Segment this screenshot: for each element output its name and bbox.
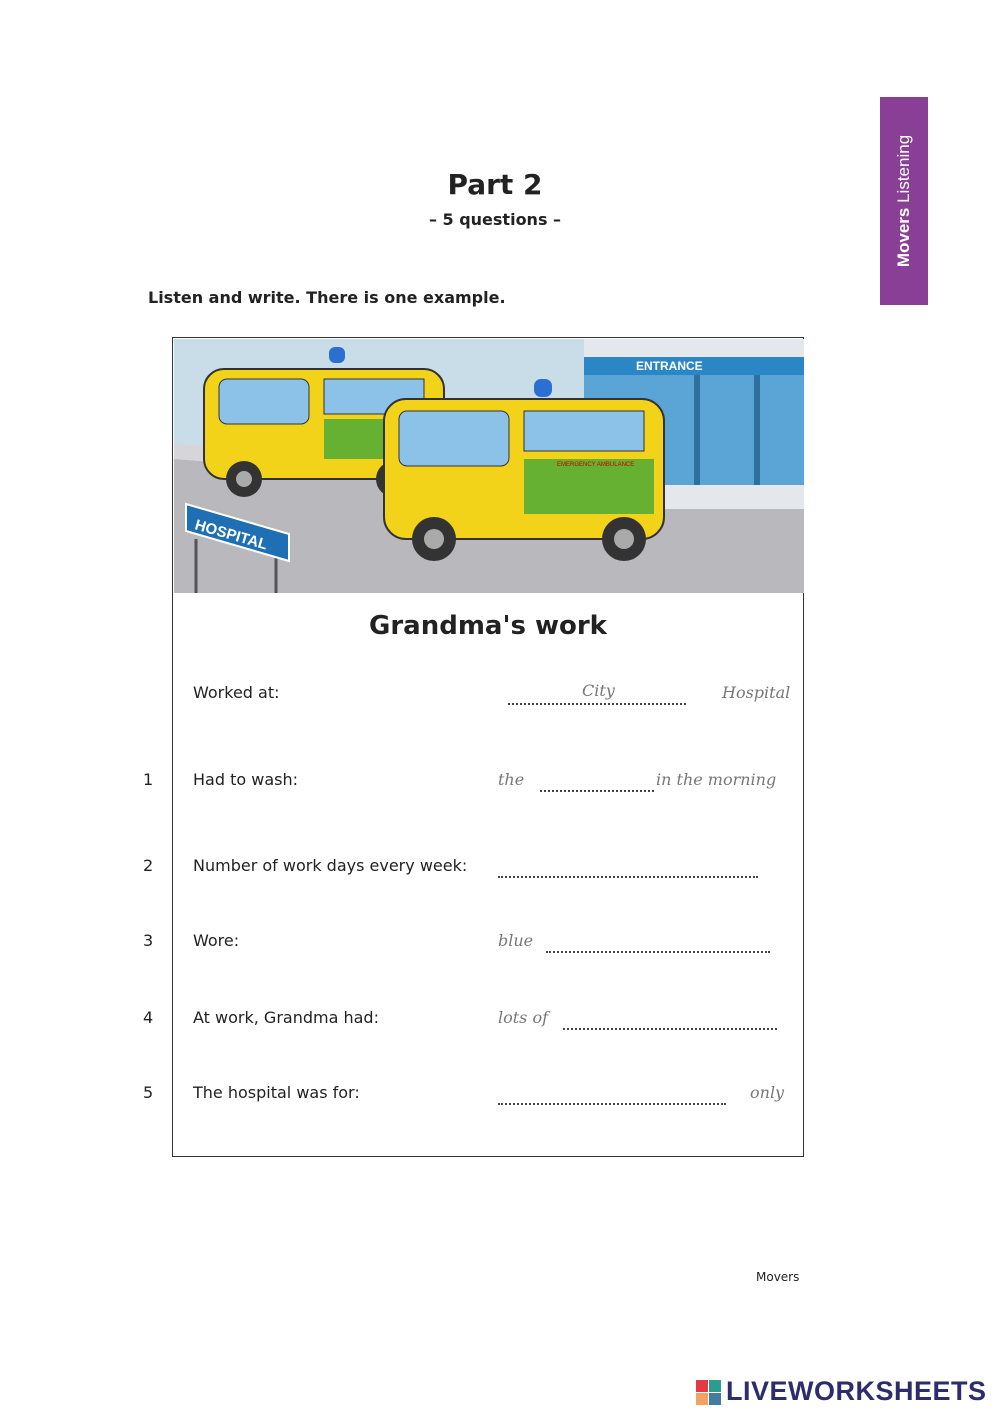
question-label: Wore: (193, 931, 240, 950)
answer-blank[interactable] (498, 1103, 726, 1105)
brand-wordmark: LIVEWORKSHEETS (726, 1376, 987, 1406)
answer-blank[interactable] (540, 790, 654, 792)
answer-blank[interactable] (546, 951, 770, 953)
prefilled-text-after: in the morning (656, 770, 777, 789)
prefilled-text-before: lots of (498, 1008, 549, 1027)
question-label: Worked at: (193, 683, 280, 702)
ambulance-right (384, 379, 664, 561)
question-label: Number of work days every week: (193, 856, 468, 875)
question-row (0, 856, 1000, 886)
prefilled-text-before: the (498, 770, 525, 789)
ambulance-label: EMERGENCY AMBULANCE (557, 462, 635, 468)
side-tab (880, 97, 928, 305)
hospital-illustration (174, 339, 804, 593)
question-row (0, 931, 1000, 961)
instruction-text: Listen and write. There is one example. (148, 288, 506, 307)
question-row (0, 770, 1000, 800)
question-number: 2 (143, 856, 154, 875)
prefilled-text-after: Hospital (722, 683, 791, 702)
card-title: Grandma's work (369, 611, 607, 641)
answer-blank[interactable] (498, 876, 758, 878)
hospital-sign-text: HOSPITAL (192, 516, 270, 554)
question-row (0, 1008, 1000, 1038)
question-row (0, 1083, 1000, 1113)
footer-label: Movers (756, 1270, 800, 1284)
prefilled-text-before: blue (498, 931, 534, 950)
question-number: 3 (143, 931, 154, 950)
entrance-sign: ENTRANCE (636, 359, 703, 373)
example-row (0, 683, 1000, 713)
question-label: Had to wash: (193, 770, 298, 789)
liveworksheets-logo-icon (696, 1380, 722, 1406)
side-tab-text: Movers Listening (894, 134, 913, 268)
question-label: At work, Grandma had: (193, 1008, 379, 1027)
page-subtitle: – 5 questions – (428, 210, 562, 229)
question-number: 5 (143, 1083, 154, 1102)
example-answer: City (582, 681, 615, 700)
prefilled-text-after: only (750, 1083, 785, 1102)
question-number: 1 (143, 770, 154, 789)
page-title: Part 2 (447, 168, 543, 201)
answer-blank[interactable] (563, 1028, 777, 1030)
question-number: 4 (143, 1008, 154, 1027)
answer-blank[interactable] (508, 703, 686, 705)
question-label: The hospital was for: (193, 1083, 360, 1102)
